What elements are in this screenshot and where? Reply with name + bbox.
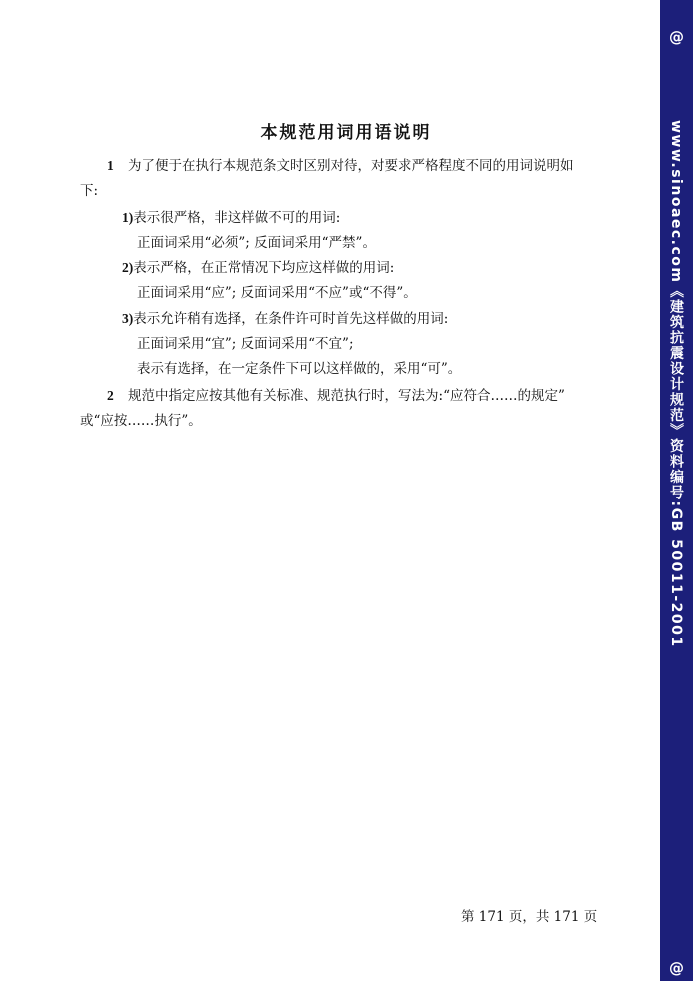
item-2-detail: 正面词采用“应”; 反面词采用“不应”或“不得”。 xyxy=(137,285,417,301)
item-2 xyxy=(122,260,394,276)
sidebar-book-title: 《建筑抗震设计规范》 xyxy=(668,283,684,439)
sidebar-vertical-text xyxy=(667,120,685,648)
item-3-text: 表示允许稍有选择，在条件许可时首先这样做的用词: xyxy=(133,311,449,327)
paragraph-2-line-2: 或“应按……执行”。 xyxy=(80,413,202,429)
item-3-number: 3) xyxy=(122,311,134,326)
item-3-extra: 表示有选择，在一定条件下可以这样做的，采用“可”。 xyxy=(137,361,462,377)
sidebar-website: www.sinoaec.com xyxy=(668,120,684,284)
item-1-text: 表示很严格，非这样做不可的用词: xyxy=(133,210,341,226)
page-footer: 第 171 页，共 171 页 xyxy=(461,909,598,925)
at-icon-top: @ xyxy=(669,28,684,46)
item-1-detail: 正面词采用“必须”; 反面词采用“严禁”。 xyxy=(137,235,376,251)
paragraph-1-text: 为了便于在执行本规范条文时区别对待，对要求严格程度不同的用词说明如 xyxy=(128,158,574,174)
page-title: 本规范用词用语说明 xyxy=(260,123,432,143)
paragraph-1-number: 1 xyxy=(107,158,114,173)
at-icon-bottom: @ xyxy=(669,959,684,977)
paragraph-1-line-2: 下: xyxy=(80,183,99,199)
item-1-number: 1) xyxy=(122,210,134,225)
item-3-detail: 正面词采用“宜”; 反面词采用“不宜”; xyxy=(137,336,354,352)
sidebar-doc-label: 资料编号: xyxy=(668,438,684,508)
paragraph-2-line-1 xyxy=(107,388,565,404)
paragraph-2-text: 规范中指定应按其他有关标准、规范执行时，写法为:“应符合……的规定” xyxy=(128,388,565,404)
item-2-number: 2) xyxy=(122,260,134,275)
paragraph-1-line-1 xyxy=(107,158,574,174)
sidebar-banner xyxy=(660,0,693,981)
paragraph-2-number: 2 xyxy=(107,388,114,403)
sidebar-doc-code: GB 50011-2001 xyxy=(668,507,684,648)
item-2-text: 表示严格，在正常情况下均应这样做的用词: xyxy=(133,260,395,276)
item-1 xyxy=(122,210,340,226)
item-3 xyxy=(122,311,448,327)
